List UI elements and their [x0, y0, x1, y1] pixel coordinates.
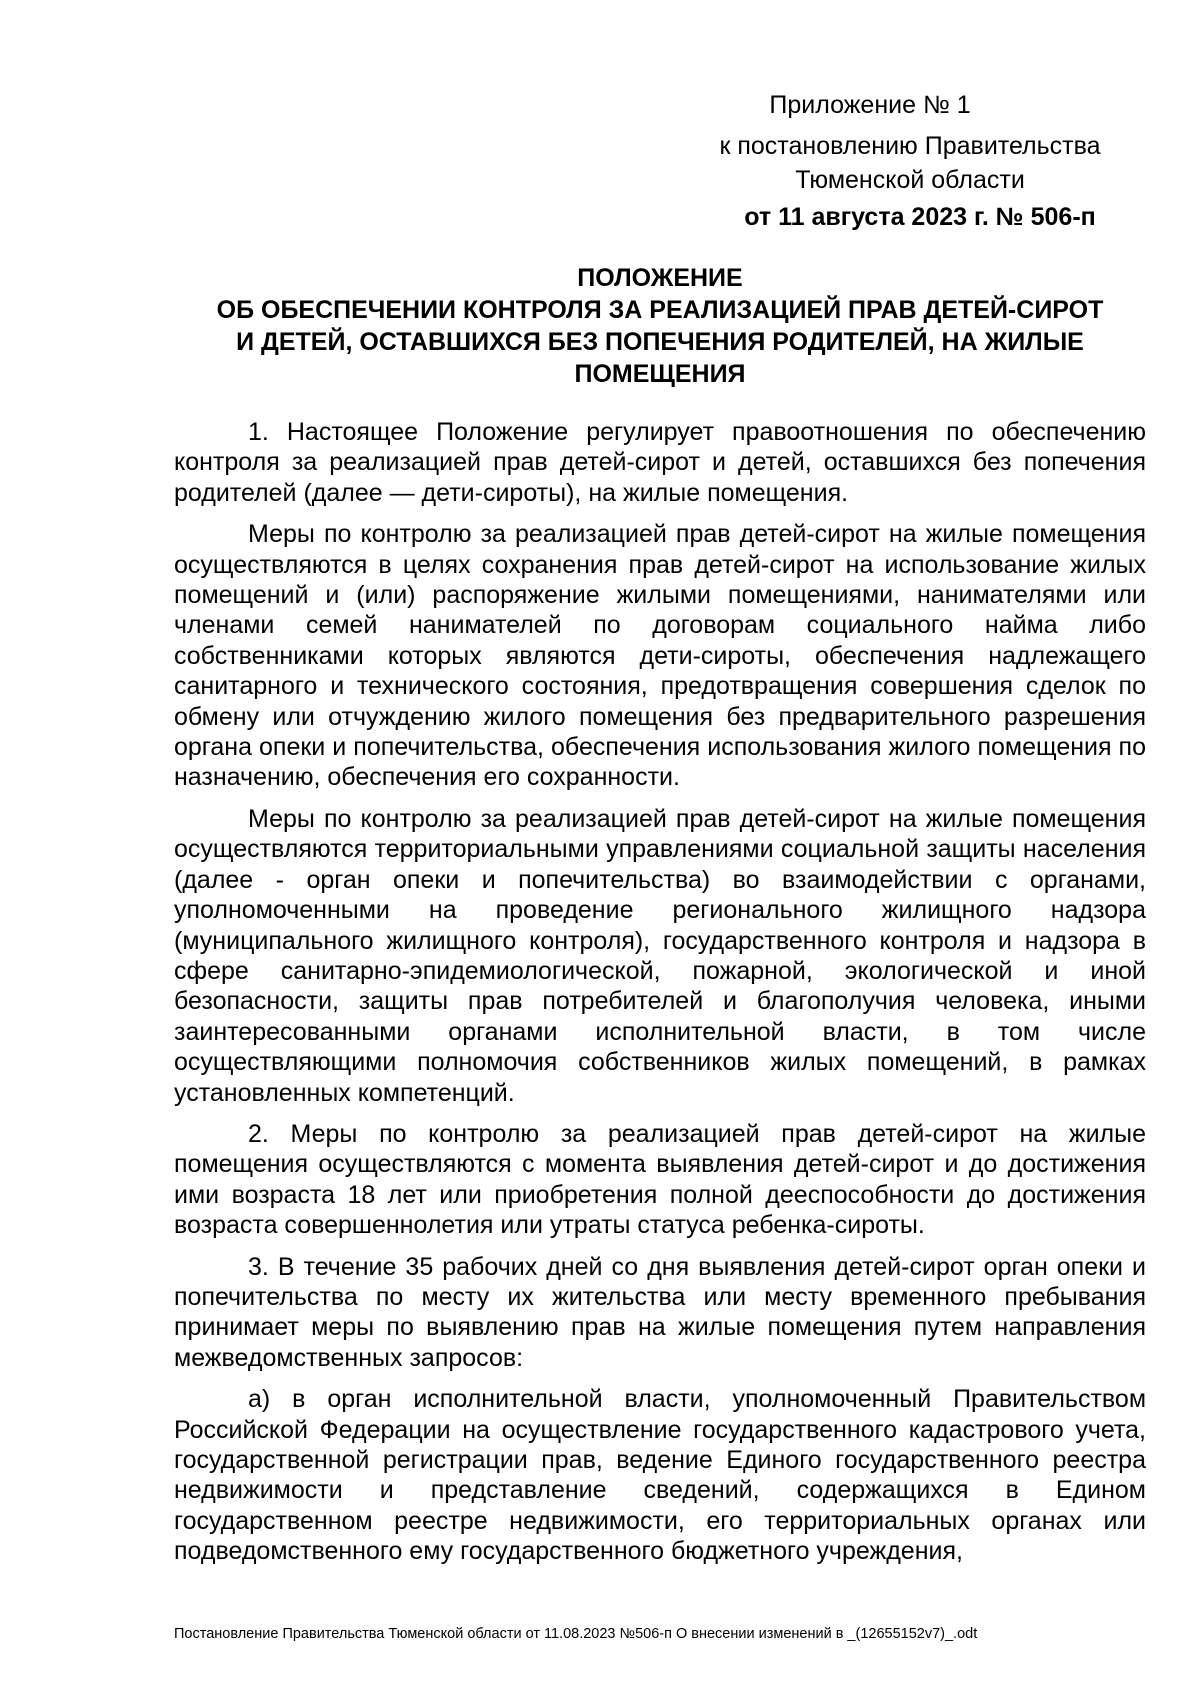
document-body [174, 417, 1146, 1578]
title-line2: ОБ ОБЕСПЕЧЕНИИ КОНТРОЛЯ ЗА РЕАЛИЗАЦИЕЙ ПРАВ ДЕТЕЙ-СИРОТ [216, 296, 1104, 324]
page-footer: Постановление Правительства Тюменской области от 11.08.2023 №506-п О внесении изменений в _(12655152v7)_.odt [174, 1626, 978, 1642]
appendix-ref-line1: к постановлению Правительства [719, 132, 1101, 160]
paragraph-3: Меры по контролю за реализацией прав детей-сирот на жилые помещения осуществляются территориальными управлениями социальной защиты населения (далее - орган опеки и попечительства) во взаимодействии с органами, уполномоченными на проведение регионального жилищного надзора (муниципального жилищного контроля), государственного контроля и надзора в сфере санитарно-эпидемиологической, пожарной, экологической и иной безопасности, защиты прав потребителей и благополучия человека, иными заинтересованными органами исполнительной власти, в том числе осуществляющими полномочия собственников жилых помещений, в рамках установленных компетенций. [174, 804, 1146, 1107]
appendix-ref-line2: Тюменской области [795, 166, 1025, 194]
title-line1: ПОЛОЖЕНИЕ [577, 264, 743, 292]
appendix-reference [690, 129, 1130, 197]
appendix-title: Приложение № 1 [769, 91, 971, 119]
document-title [160, 262, 1160, 390]
appendix-date: от 11 августа 2023 г. № 506-п [744, 203, 1096, 231]
paragraph-6: а) в орган исполнительной власти, уполномоченный Правительством Российской Федерации на осуществление государственного кадастрового учета, государственной регистрации прав, ведение Единого государственного реестра недвижимости и представление сведений, содержащихся в Едином государственном реестре недвижимости, его территориальных органах или подведомственного ему государственного бюджетного учреждения, [174, 1385, 1146, 1566]
paragraph-2: Меры по контролю за реализацией прав детей-сирот на жилые помещения осуществляются в целях сохранения прав детей-сирот на использование жилых помещений и (или) распоряжение жилыми помещениями, нанимателями или членами семей нанимателей по договорам социального найма либо собственниками которых являются дети-сироты, обеспечения надлежащего санитарного и технического состояния, предотвращения совершения сделок по обмену или отчуждению жилого помещения без предварительного разрешения органа опеки и попечительства, обеспечения использования жилого помещения по назначению, обеспечения его сохранности. [174, 520, 1146, 792]
title-line3: И ДЕТЕЙ, ОСТАВШИХСЯ БЕЗ ПОПЕЧЕНИЯ РОДИТЕЛЕЙ, НА ЖИЛЫЕ [236, 328, 1084, 356]
title-line4: ПОМЕЩЕНИЯ [574, 360, 746, 388]
paragraph-4: 2. Меры по контролю за реализацией прав детей-сирот на жилые помещения осуществляются с момента выявления детей-сирот и до достижения ими возраста 18 лет или приобретения полной дееспособности до достижения возраста совершеннолетия или утраты статуса ребенка-сироты. [174, 1119, 1146, 1240]
paragraph-5: 3. В течение 35 рабочих дней со дня выявления детей-сирот орган опеки и попечительства по месту их жительства или месту временного пребывания принимает меры по выявлению прав на жилые помещения путем направления межведомственных запросов: [174, 1252, 1146, 1372]
paragraph-1: 1. Настоящее Положение регулирует правоотношения по обеспечению контроля за реализацией прав детей-сирот и детей, оставшихся без попечения родителей (далее — дети-сироты), на жилые помещения. [174, 418, 1146, 507]
